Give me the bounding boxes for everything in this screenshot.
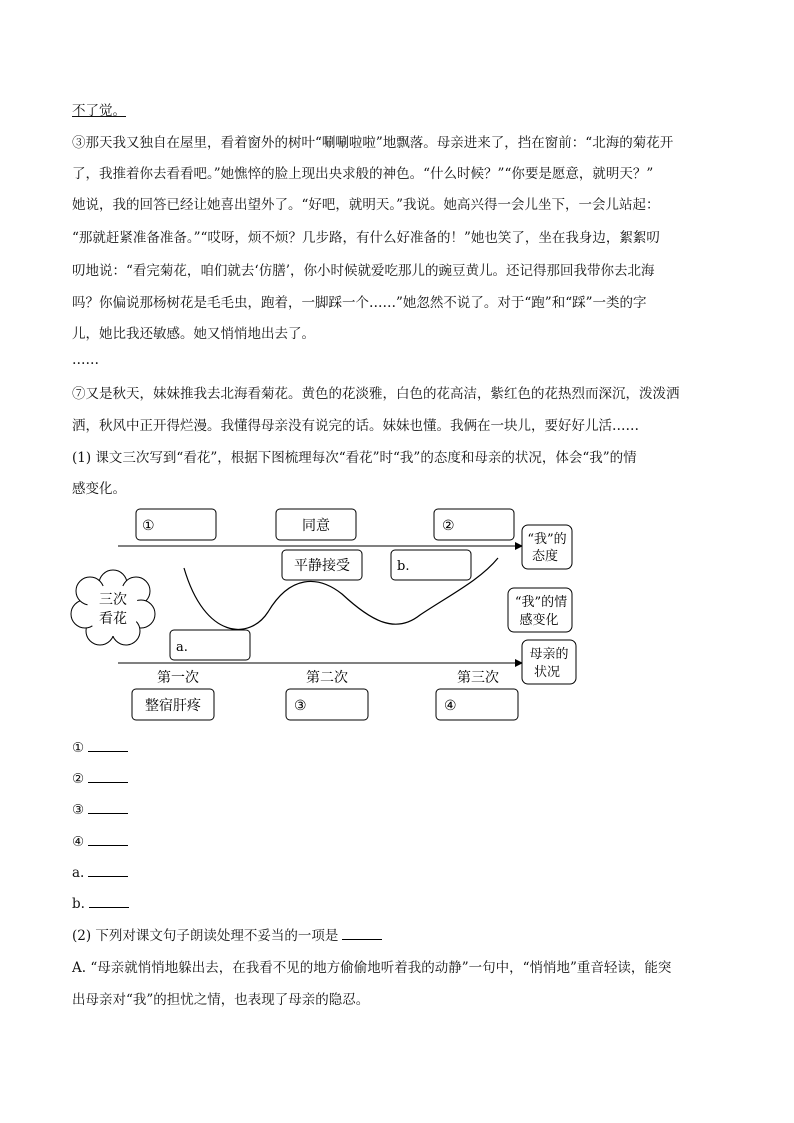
question1-prompt-line: (1) 课文三次写到“看花”，根据下图梳理每次“看花”时“我”的态度和母亲的状况，体会“我”的情 <box>72 450 637 466</box>
emotion-label-line2: 感变化 <box>519 613 559 628</box>
time-label-1: 第一次 <box>157 670 199 686</box>
answer-blank[interactable] <box>88 739 128 752</box>
answer-label: ② <box>72 771 85 787</box>
mother-box-3-text: ④ <box>444 698 457 714</box>
attitude-box-3-text: ② <box>442 518 455 534</box>
answer-label: b. <box>72 896 85 912</box>
mother-label-line2: 状况 <box>533 665 561 680</box>
passage-line-0: 不了觉。 <box>72 103 126 119</box>
answer-label: ① <box>72 740 85 756</box>
center-label-line2: 看花 <box>99 611 127 627</box>
question2-answer-blank[interactable] <box>342 927 382 940</box>
time-label-2: 第二次 <box>306 670 348 686</box>
question2-line <box>72 926 382 946</box>
emotion-diagram <box>0 500 794 740</box>
passage-p3-line: 了，我推着你去看看吧。”她憔悴的脸上现出央求般的神色。“什么时候？”“你要是愿意，就明天？” <box>72 166 654 182</box>
emotion-box-2-text: 平静接受 <box>294 558 350 574</box>
question2-option-a-line: 出母亲对“我”的担忧之情，也表现了母亲的隐忍。 <box>72 992 370 1008</box>
answer-line-4 <box>72 832 128 852</box>
answer-label: a. <box>72 865 85 881</box>
answer-blank[interactable] <box>88 833 128 846</box>
passage-p3-line: “那就赶紧准备准备。”“哎呀，烦不烦？几步路，有什么好准备的！”她也笑了，坐在我身边，絮絮叨 <box>72 230 660 246</box>
passage-p3-line: 吗？你偏说那杨树花是毛毛虫，跑着，一脚踩一个……”她忽然不说了。对于“跑”和“踩”一类的字 <box>72 295 647 311</box>
passage-ellipsis: …… <box>72 352 99 368</box>
answer-blank[interactable] <box>88 801 128 814</box>
answer-blank[interactable] <box>88 770 128 783</box>
answer-line-b <box>72 894 129 914</box>
answer-line-2 <box>72 769 128 789</box>
time-label-3: 第三次 <box>457 670 499 686</box>
passage-p3-line: 她说，我的回答已经让她喜出望外了。“好吧，就明天。”我说。她高兴得一会儿坐下，一会儿站起： <box>72 197 660 213</box>
answer-blank[interactable] <box>89 895 129 908</box>
question2-prompt: (2) 下列对课文句子朗读处理不妥当的一项是 <box>72 928 339 944</box>
passage-p3-line: 叨地说：“看完菊花，咱们就去‘仿膳’，你小时候就爱吃那儿的豌豆黄儿。还记得那回我带你去北海 <box>72 263 655 279</box>
center-label-line1: 三次 <box>99 592 127 608</box>
answer-line-3 <box>72 800 128 820</box>
emotion-box-1-text: a. <box>176 640 188 655</box>
answer-line-1 <box>72 738 128 758</box>
question1-prompt-line: 感变化。 <box>72 481 126 497</box>
passage-p7-line: ⑦又是秋天，妹妹推我去北海看菊花。黄色的花淡雅，白色的花高洁，紫红色的花热烈而深沉，泼泼洒 <box>72 386 680 402</box>
emotion-box-3-text: b. <box>397 559 410 574</box>
mother-box-2-text: ③ <box>294 698 307 714</box>
mother-box-1-text: 整宿肝疼 <box>145 698 201 714</box>
passage-p3-line: ③那天我又独自在屋里，看着窗外的树叶“唰唰啦啦”地飘落。母亲进来了，挡在窗前：“北海的菊花开 <box>72 135 674 151</box>
answer-line-a <box>72 863 128 883</box>
answer-blank[interactable] <box>88 864 128 877</box>
attitude-box-2-text: 同意 <box>302 518 330 534</box>
answer-label: ③ <box>72 802 85 818</box>
question2-option-a-line: A. “母亲就悄悄地躲出去，在我看不见的地方偷偷地听着我的动静”一句中，“悄悄地”重音轻读，能突 <box>72 960 672 976</box>
mother-label-line1: 母亲的 <box>529 647 569 662</box>
passage-p7-line: 洒，秋风中正开得烂漫。我懂得母亲没有说完的话。妹妹也懂。我俩在一块儿，要好好儿活…… <box>72 418 639 434</box>
passage-p3-line: 儿，她比我还敏感。她又悄悄地出去了。 <box>72 326 315 342</box>
attitude-label-line1: “我”的 <box>527 532 567 547</box>
emotion-label-line1: “我”的情 <box>514 595 568 610</box>
attitude-box-1-text: ① <box>142 518 155 534</box>
answer-label: ④ <box>72 834 85 850</box>
attitude-label-line2: 态度 <box>531 549 559 564</box>
